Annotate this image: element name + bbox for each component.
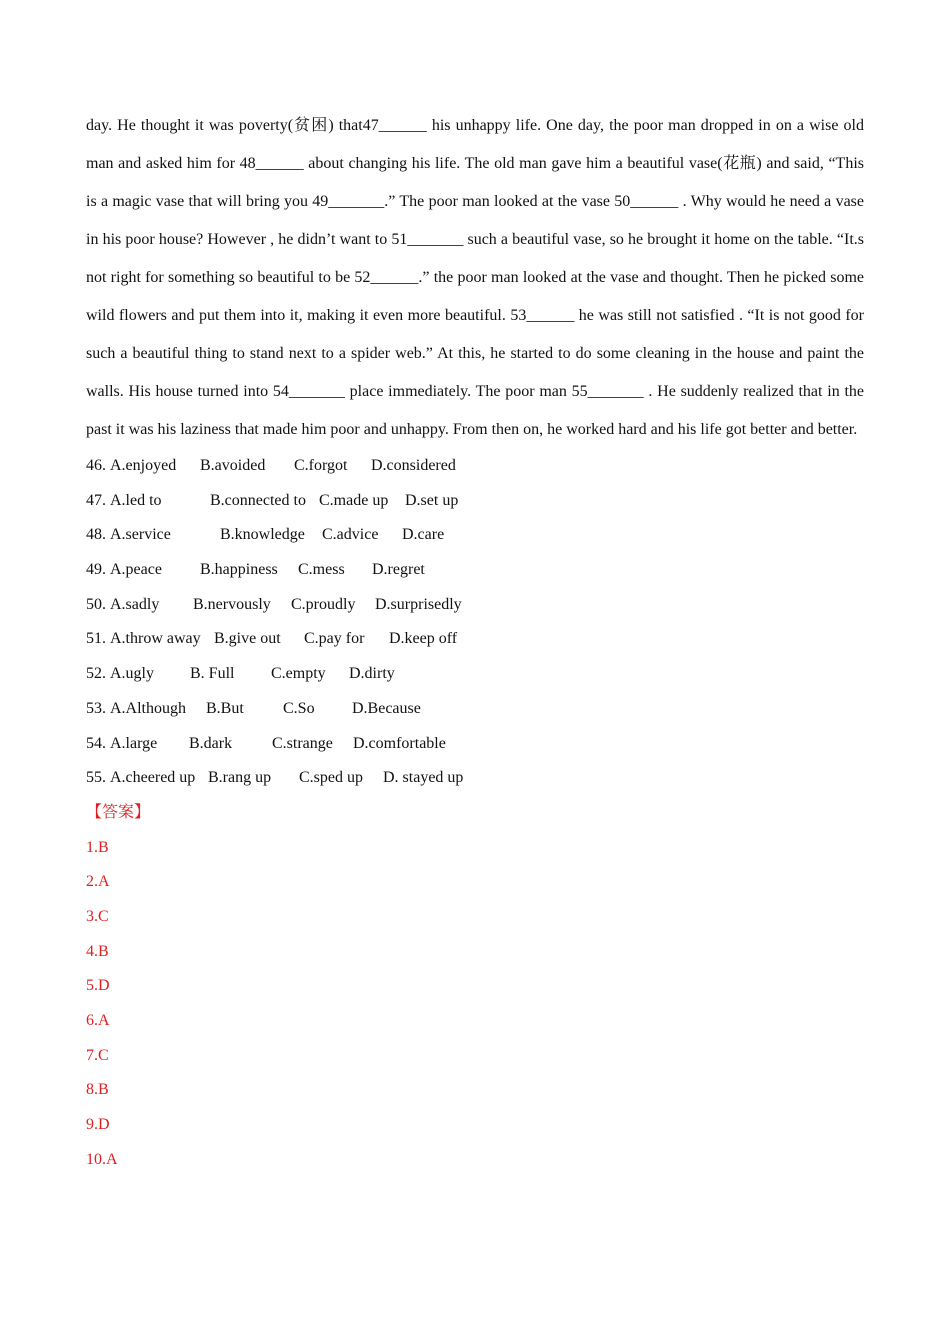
answer-item: 8.B — [86, 1081, 109, 1099]
answer-item: 3.C — [86, 907, 109, 925]
option-c: C.So — [283, 699, 315, 717]
option-b: B.rang up — [208, 769, 272, 787]
option-number: 54. — [86, 734, 106, 752]
option-row — [86, 588, 864, 623]
option-d: D.comfortable — [353, 734, 446, 752]
option-d: D.dirty — [349, 665, 395, 683]
option-row — [86, 449, 864, 484]
option-b: B.connected to — [210, 491, 306, 509]
answer-item: 9.D — [86, 1116, 110, 1134]
option-b: B.dark — [189, 734, 233, 752]
option-d: D. stayed up — [383, 769, 464, 787]
option-c: C.proudly — [291, 595, 356, 613]
option-a: A.sadly — [110, 595, 160, 613]
option-number: 55. — [86, 769, 106, 787]
option-b: B.But — [206, 699, 244, 717]
option-d: D.considered — [371, 457, 456, 474]
option-b: B.give out — [214, 630, 281, 648]
passage-text: day. He thought it was poverty(贫困) that47______ his unhappy life. One day, the poor man dropped in on a wise old man and asked him for 48______ about changing his life. The old man gave him a beautiful vase(花瓶) and said, “This is a magic vase that will bring you 49_______.” The poor man looked at the vase 50______ . Why would he need a vase in his poor house? However , he didn’t want to 51_______ such a beautiful vase, so he brought it home on the table. “It.s not right for something so beautiful to be 52______.” the poor man looked at the vase and thought. Then he picked some wild flowers and put them into it, making it even more beautiful. 53______ he was still not satisfied . “It is not good for such a beautiful thing to stand next to a spider web.” At this, he started to do some cleaning in the house and paint the walls. His house turned into 54_______ place immediately. The poor man 55_______ . He suddenly realized that in the past it was his laziness that made him poor and unhappy. From then on, he worked hard and his life got better and better. — [86, 117, 864, 438]
option-a: A.cheered up — [110, 769, 196, 787]
option-a: A.Although — [110, 699, 186, 717]
answer-list — [86, 831, 864, 1178]
option-d: D.keep off — [389, 630, 458, 648]
answer-item: 10.A — [86, 1150, 118, 1168]
option-b: B.nervously — [193, 595, 271, 613]
option-c: C.strange — [272, 734, 333, 752]
option-number: 48. — [86, 526, 106, 544]
option-a: A.led to — [110, 491, 162, 509]
option-number: 46. — [86, 457, 106, 474]
option-a: A.peace — [110, 561, 162, 579]
option-row — [86, 657, 864, 692]
option-row — [86, 727, 864, 762]
option-row — [86, 553, 864, 588]
options-list — [86, 449, 864, 796]
answer-item: 2.A — [86, 873, 110, 891]
option-c: C.sped up — [299, 769, 363, 787]
option-row — [86, 692, 864, 727]
option-d: D.regret — [372, 561, 425, 579]
option-number: 51. — [86, 630, 106, 648]
document-page — [86, 107, 864, 1177]
option-c: C.mess — [298, 561, 345, 579]
option-c: C.forgot — [294, 457, 348, 474]
option-a: A.throw away — [110, 630, 201, 648]
option-number: 49. — [86, 561, 106, 579]
option-d: D.set up — [405, 491, 459, 509]
option-number: 52. — [86, 665, 106, 683]
answer-item: 1.B — [86, 838, 109, 856]
answer-block — [86, 796, 864, 1178]
option-d: D.surprisedly — [375, 595, 462, 613]
answer-header: 【答案】 — [86, 803, 151, 821]
option-d: D.Because — [352, 699, 421, 717]
option-d: D.care — [402, 526, 445, 544]
option-a: A.enjoyed — [110, 457, 177, 474]
answer-item: 6.A — [86, 1012, 110, 1029]
option-row — [86, 484, 864, 519]
option-b: B.knowledge — [220, 526, 305, 544]
answer-item: 7.C — [86, 1046, 109, 1064]
option-b: B.avoided — [200, 457, 266, 474]
option-b: B.happiness — [200, 561, 278, 579]
option-number: 47. — [86, 491, 106, 509]
option-c: C.empty — [271, 665, 326, 683]
option-c: C.pay for — [304, 630, 365, 648]
option-a: A.ugly — [110, 665, 154, 683]
option-row — [86, 761, 864, 796]
option-c: C.advice — [322, 526, 379, 544]
option-a: A.large — [110, 734, 158, 752]
option-number: 53. — [86, 699, 106, 717]
option-a: A.service — [110, 526, 171, 544]
option-c: C.made up — [319, 491, 389, 509]
answer-item: 4.B — [86, 942, 109, 960]
answer-item: 5.D — [86, 977, 110, 995]
option-row — [86, 622, 864, 657]
option-number: 50. — [86, 595, 106, 613]
option-b: B. Full — [190, 665, 235, 683]
option-row — [86, 518, 864, 553]
